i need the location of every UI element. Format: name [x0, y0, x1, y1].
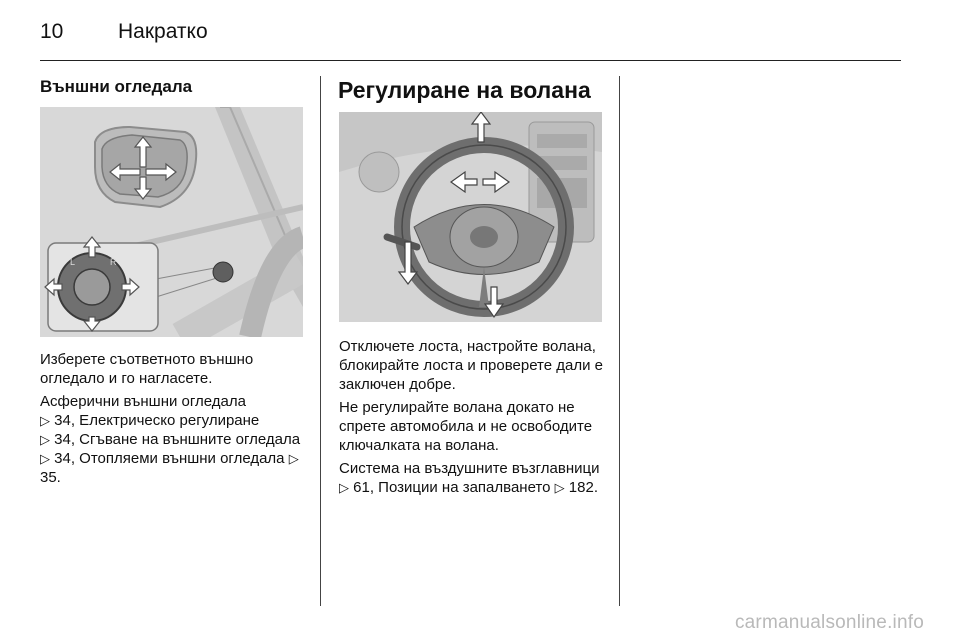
reference-arrow-icon: ▷: [288, 451, 299, 466]
left-text: [40, 350, 310, 487]
section-heading-steering: Регулиране на волана: [338, 77, 591, 103]
section-heading-mirrors: Външни огледала: [40, 77, 193, 96]
reference-arrow-icon: ▷: [40, 413, 50, 428]
paragraph: Отключете лоста, настройте волана, блокирайте лоста и проверете дали е заключен добре.: [339, 338, 604, 393]
reference-arrow-icon: ▷: [40, 451, 50, 466]
left-mark: L: [70, 257, 76, 267]
paragraph-references: Асферични външни огледала ▷ 34, Електрическо регулиране ▷ 34, Сгъване на външните огледала ▷ 34, Отопляеми външни огледала ▷ 35.: [40, 393, 301, 486]
page-header: [40, 16, 900, 46]
steering-wheel-illustration: [339, 112, 602, 322]
paragraph: Не регулирайте волана докато не спрете автомобила и не освободите ключалката на волана.: [339, 399, 593, 454]
right-mark: R: [110, 257, 117, 267]
left-column: [40, 76, 302, 98]
mirror-illustration-svg: [40, 107, 303, 337]
page-number: 10: [40, 20, 64, 43]
chapter-title: Накратко: [118, 20, 208, 43]
reference-arrow-icon: ▷: [339, 480, 349, 495]
mirror-illustration: [40, 107, 303, 337]
column-divider-2: [619, 76, 620, 606]
reference-arrow-icon: ▷: [554, 480, 565, 495]
paragraph-references: Система на въздушните възглавници ▷ 61, Позиции на запалването ▷ 182.: [339, 460, 600, 496]
right-text: [339, 337, 609, 497]
column-divider-1: [320, 76, 321, 606]
paragraph: Изберете съответното външно огледало и го нагласете.: [40, 351, 254, 387]
header-divider: [40, 60, 901, 61]
steering-wheel-svg: [339, 112, 602, 322]
reference-arrow-icon: ▷: [40, 432, 50, 447]
watermark: carmanualsonline.info: [734, 612, 924, 633]
right-column: [338, 76, 602, 104]
